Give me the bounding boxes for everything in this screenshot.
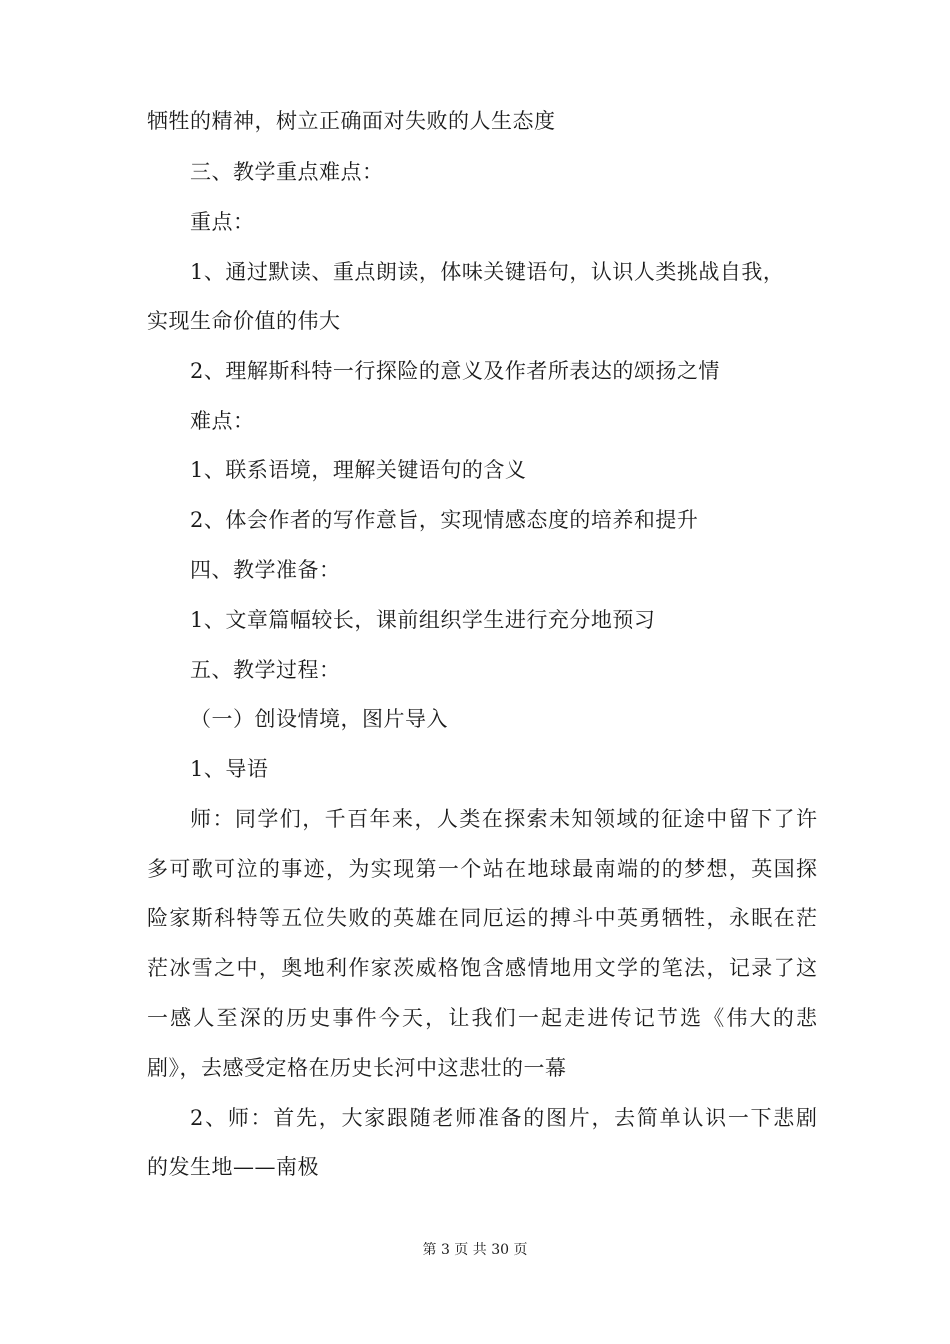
subheading-focus: 重点： [190,210,255,234]
paragraph-line: 剧》，去感受定格在历史长河中这悲壮的一幕 [147,1056,567,1080]
list-item-focus-1-continued: 实现生命价值的伟大 [147,309,341,333]
subheading-difficulty: 难点： [190,409,255,433]
paragraph-line: 2、师：首先，大家跟随老师准备的图片，去简单认识一下悲剧 [190,1106,817,1130]
list-item-focus-1: 1、通过默读、重点朗读，体味关键语句，认识人类挑战自我， [190,260,785,284]
list-item-lead-in: 1、导语 [190,757,269,781]
page-number-footer: 第 3 页 共 30 页 [422,1242,528,1258]
list-item-difficulty-1: 1、联系语境，理解关键语句的含义 [190,458,527,482]
subsection-heading-intro: （一）创设情境，图片导入 [190,707,448,731]
paragraph-line: 茫冰雪之中，奥地利作家茨威格饱含感情地用文学的笔法，记录了这 [147,956,817,980]
list-item-preparation-1: 1、文章篇幅较长，课前组织学生进行充分地预习 [190,608,656,632]
paragraph-line: 牺牲的精神，树立正确面对失败的人生态度 [147,109,556,133]
section-heading-key-points: 三、教学重点难点： [190,160,384,184]
paragraph-line: 的发生地——南极 [147,1155,319,1179]
list-item-focus-2: 2、理解斯科特一行探险的意义及作者所表达的颂扬之情 [190,359,720,383]
paragraph-line: 多可歌可泣的事迹，为实现第一个站在地球最南端的的梦想，英国探 [147,857,817,881]
list-item-difficulty-2: 2、体会作者的写作意旨，实现情感态度的培养和提升 [190,508,699,532]
section-heading-preparation: 四、教学准备： [190,558,341,582]
section-heading-process: 五、教学过程： [190,658,341,682]
paragraph-line: 险家斯科特等五位失败的英雄在同厄运的搏斗中英勇牺牲，永眠在茫 [147,906,817,930]
paragraph-line: 一感人至深的历史事件今天，让我们一起走进传记节选《伟大的悲 [147,1006,817,1030]
paragraph-line: 师：同学们，千百年来，人类在探索未知领域的征途中留下了许 [190,807,817,831]
